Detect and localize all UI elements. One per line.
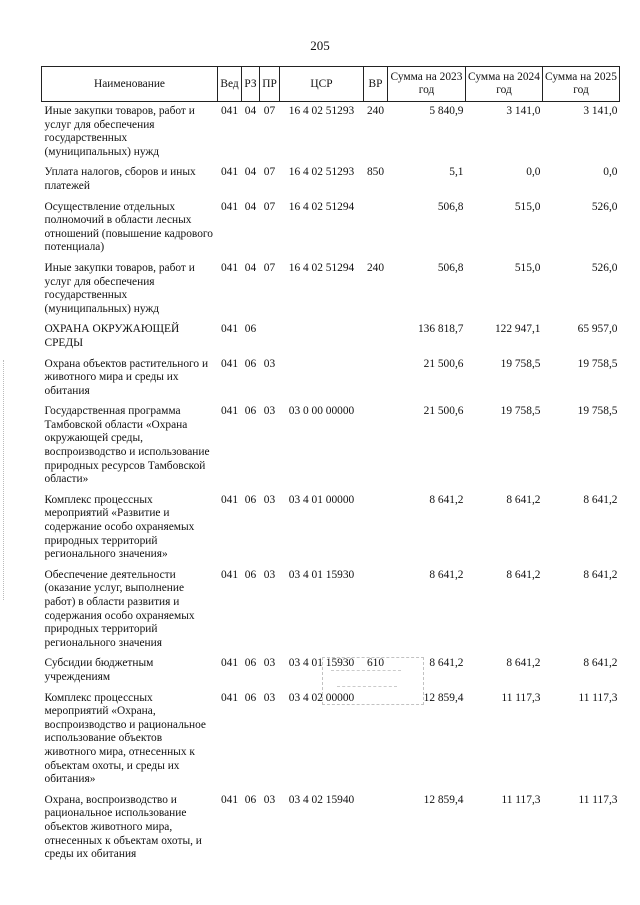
row-pr: 03 <box>263 357 276 370</box>
row-ved: 041 <box>220 105 239 117</box>
header-vr: ВР <box>364 67 388 102</box>
row-sum-2024: 11 117,3 <box>501 691 541 704</box>
row-rz: 06 <box>244 691 257 704</box>
row-sum-2023: 506,8 <box>437 261 464 274</box>
row-csr: 03 4 01 00000 <box>288 493 355 506</box>
row-vr: 850 <box>366 166 385 179</box>
row-pr: 07 <box>263 200 276 213</box>
margin-mark <box>3 360 5 600</box>
row-rz: 04 <box>244 105 257 117</box>
row-ved: 041 <box>220 691 239 704</box>
table-row <box>42 320 620 354</box>
row-name: ОХРАНА ОКРУЖАЮЩЕЙ СРЕДЫ <box>44 323 180 349</box>
row-sum-2024: 8 641,2 <box>506 493 541 506</box>
row-rz: 06 <box>244 493 257 506</box>
row-sum-2024: 515,0 <box>514 261 541 274</box>
row-sum-2024: 19 758,5 <box>500 357 541 370</box>
row-ved: 041 <box>220 323 239 336</box>
row-ved: 041 <box>220 261 239 274</box>
header-sum-2024: Сумма на 2024 год <box>466 67 543 102</box>
header-sum-2025: Сумма на 2025 год <box>543 67 620 102</box>
row-vr <box>364 355 388 403</box>
row-ved: 041 <box>220 568 239 581</box>
row-ved: 041 <box>220 200 239 213</box>
row-csr: 03 4 02 00000 <box>288 691 355 704</box>
row-sum-2024: 0,0 <box>526 166 541 179</box>
row-pr: 07 <box>263 166 276 179</box>
row-name: Комплекс процессных мероприятий «Охрана, воспроизводство и рациональное использование объектов животного мира, отнесенных к объектам охоты, и среды их обитания» <box>44 691 206 786</box>
row-name: Иные закупки товаров, работ и услуг для обеспечения государственных (муниципальных) нужд <box>44 105 195 158</box>
row-ved: 041 <box>220 493 239 506</box>
row-rz: 06 <box>244 405 257 418</box>
row-csr: 16 4 02 51293 <box>288 166 355 179</box>
row-csr <box>280 320 364 354</box>
row-name: Иные закупки товаров, работ и услуг для обеспечения государственных (муниципальных) нужд <box>44 261 195 315</box>
row-sum-2024: 515,0 <box>514 200 541 213</box>
row-rz: 06 <box>244 357 257 370</box>
row-name: Государственная программа Тамбовской области «Охрана окружающей среды, воспроизводство и использование природных ресурсов Тамбовской области» <box>44 405 210 486</box>
table-body <box>42 102 620 866</box>
row-sum-2025: 526,0 <box>591 200 618 213</box>
row-vr <box>364 198 388 259</box>
row-vr <box>364 320 388 354</box>
table-row <box>42 566 620 655</box>
row-sum-2023: 506,8 <box>437 200 464 213</box>
row-csr: 03 0 00 00000 <box>288 405 355 418</box>
row-sum-2023: 8 641,2 <box>429 657 464 670</box>
row-pr: 07 <box>263 105 276 117</box>
row-name: Комплекс процессных мероприятий «Развитие и содержание особо охраняемых природных территорий регионального значения» <box>44 493 195 561</box>
row-rz: 04 <box>244 200 257 213</box>
row-sum-2023: 5,1 <box>449 166 464 179</box>
row-vr <box>364 491 388 566</box>
row-csr: 16 4 02 51293 <box>288 105 355 117</box>
row-csr: 03 4 01 15930 <box>288 568 355 581</box>
row-sum-2023: 136 818,7 <box>417 323 464 336</box>
row-sum-2023: 8 641,2 <box>429 493 464 506</box>
row-sum-2025: 65 957,0 <box>577 323 618 336</box>
row-sum-2023: 21 500,6 <box>423 357 464 370</box>
header-sum-2023: Сумма на 2023 год <box>388 67 466 102</box>
row-ved: 041 <box>220 793 239 806</box>
table-row <box>42 491 620 566</box>
row-ved: 041 <box>220 657 239 670</box>
row-ved: 041 <box>220 405 239 418</box>
row-pr: 03 <box>263 657 276 670</box>
budget-table <box>41 66 620 866</box>
row-csr: 03 4 02 15940 <box>288 793 355 806</box>
row-name: Охрана, воспроизводство и рациональное использование объектов животного мира, отнесенных к объектам охоты, и среды их обитания <box>44 793 202 861</box>
row-pr: 03 <box>263 493 276 506</box>
row-csr <box>280 355 364 403</box>
row-csr: 16 4 02 51294 <box>288 261 355 274</box>
header-name: Наименование <box>42 67 218 102</box>
row-sum-2025: 11 117,3 <box>578 793 618 806</box>
row-rz: 04 <box>244 261 257 274</box>
stamp-mark <box>322 657 424 705</box>
row-sum-2025: 3 141,0 <box>583 105 618 117</box>
row-sum-2023: 8 641,2 <box>429 568 464 581</box>
row-rz: 06 <box>244 323 257 336</box>
row-pr: 07 <box>263 261 276 274</box>
table-row <box>42 791 620 866</box>
row-sum-2025: 8 641,2 <box>583 568 618 581</box>
row-sum-2025: 19 758,5 <box>577 405 618 418</box>
row-name: Субсидии бюджетным учреждениям <box>44 657 154 683</box>
row-sum-2023: 12 859,4 <box>423 691 464 704</box>
row-sum-2024: 19 758,5 <box>500 405 541 418</box>
row-sum-2024: 8 641,2 <box>506 657 541 670</box>
row-sum-2024: 3 141,0 <box>506 105 541 117</box>
page-number: 205 <box>310 38 330 53</box>
row-name: Обеспечение деятельности (оказание услуг, выполнение работ) в области развития и содержания особо охраняемых природных территорий регионального значения <box>44 568 195 649</box>
row-sum-2023: 12 859,4 <box>423 793 464 806</box>
row-sum-2023: 21 500,6 <box>423 405 464 418</box>
row-vr: 240 <box>366 105 385 117</box>
row-pr: 03 <box>263 568 276 581</box>
row-sum-2023: 5 840,9 <box>429 105 464 117</box>
row-vr: 610 <box>366 657 385 670</box>
table-row <box>42 198 620 259</box>
row-rz: 06 <box>244 568 257 581</box>
row-sum-2024: 122 947,1 <box>494 323 541 336</box>
table-row <box>42 402 620 491</box>
table-header-row <box>42 67 620 102</box>
table-row <box>42 102 620 164</box>
header-csr: ЦСР <box>280 67 364 102</box>
table-row <box>42 163 620 197</box>
row-rz: 04 <box>244 166 257 179</box>
row-vr <box>364 402 388 491</box>
row-sum-2025: 8 641,2 <box>583 493 618 506</box>
row-sum-2025: 526,0 <box>591 261 618 274</box>
row-pr: 03 <box>263 793 276 806</box>
row-csr: 16 4 02 51294 <box>288 200 355 213</box>
row-sum-2024: 11 117,3 <box>501 793 541 806</box>
row-name: Охрана объектов растительного и животного мира и среды их обитания <box>44 357 209 397</box>
row-csr: 03 4 01 15930 <box>288 657 355 670</box>
row-sum-2025: 19 758,5 <box>577 357 618 370</box>
header-rz: РЗ <box>242 67 260 102</box>
row-name: Осуществление отдельных полномочий в области лесных отношений (повышение кадрового потенциала) <box>44 200 213 254</box>
row-vr <box>364 791 388 866</box>
row-sum-2025: 8 641,2 <box>583 657 618 670</box>
row-rz: 06 <box>244 793 257 806</box>
header-ved: Вед <box>218 67 242 102</box>
row-sum-2025: 0,0 <box>603 166 618 179</box>
row-vr: 240 <box>366 261 385 274</box>
row-pr: 03 <box>263 691 276 704</box>
table-row <box>42 259 620 320</box>
row-sum-2025: 11 117,3 <box>578 691 618 704</box>
table-row <box>42 355 620 403</box>
row-rz: 06 <box>244 657 257 670</box>
row-pr <box>260 320 280 354</box>
row-name: Уплата налогов, сборов и иных платежей <box>44 166 196 192</box>
row-sum-2024: 8 641,2 <box>506 568 541 581</box>
row-pr: 03 <box>263 405 276 418</box>
row-vr <box>364 566 388 655</box>
row-ved: 041 <box>220 357 239 370</box>
row-ved: 041 <box>220 166 239 179</box>
header-pr: ПР <box>260 67 280 102</box>
